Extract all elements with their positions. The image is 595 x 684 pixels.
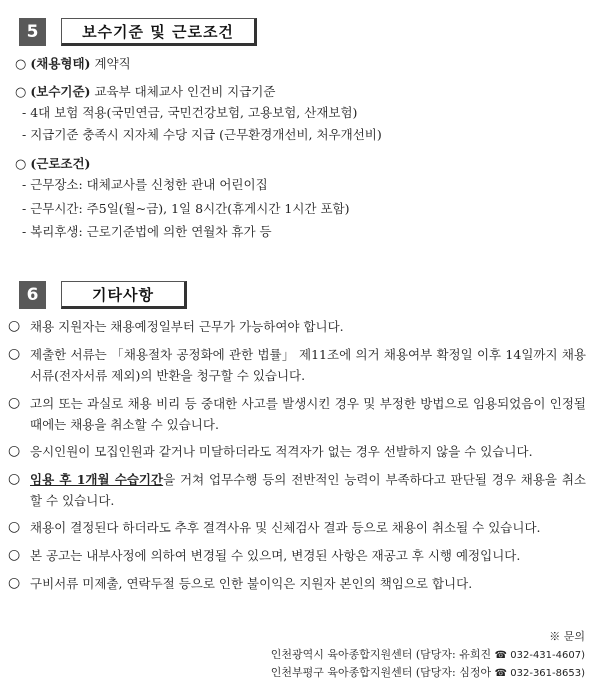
section5-number: 5 (19, 18, 46, 46)
notice-paragraph: ○ 구비서류 미제출, 연락두절 등으로 인한 불이익은 지원자 본인의 책임으로 합니다. (8, 573, 586, 594)
work-item: - 근무장소: 대체교사를 신청한 관내 어린이집 (22, 177, 268, 192)
notice-paragraph: ○ 채용이 결정된다 하더라도 추후 결격사유 및 신체검사 결과 등으로 채용이 취소될 수 있습니다. (8, 517, 586, 538)
phone-icon: ☎ 032-431-4607) (494, 650, 585, 661)
pay-item: - 4대 보험 적용(국민연금, 국민건강보험, 고용보험, 산재보험) (22, 105, 358, 120)
probation-highlight: 임용 후 1개월 수습기간 (30, 472, 164, 487)
work-item: - 복리후생: 근로기준법에 의한 연월차 휴가 등 (22, 224, 272, 239)
pay-value: 교육부 대체교사 인건비 지급기준 (94, 84, 276, 99)
employment-label: (채용형태) (30, 56, 91, 71)
circle-bullet-icon: ○ (8, 395, 21, 411)
circle-bullet-icon: ○ (15, 85, 27, 100)
notice-paragraph: ○ 고의 또는 과실로 채용 비리 등 중대한 사고를 발생시킨 경우 및 부정한 방법으로 임용되었음이 인정될 때에는 채용을 취소할 수 있습니다. (8, 395, 586, 432)
probation-paragraph (8, 469, 586, 511)
circle-bullet-icon: ○ (8, 471, 21, 487)
circle-bullet-icon: ○ (8, 547, 21, 563)
circle-bullet-icon: ○ (8, 318, 21, 334)
section5-title: 보수기준 및 근로조건 (61, 18, 257, 46)
section6-number: 6 (19, 281, 46, 309)
contact-line: 인천광역시 육아종합지원센터 (담당자: 유희진 ☎ 032-431-4607) (270, 648, 585, 661)
work-label: (근로조건) (30, 156, 91, 171)
employment-value: 계약직 (94, 56, 131, 71)
work-line (15, 155, 90, 174)
contact-line: 인천부평구 육아종합지원센터 (담당자: 심정아 ☎ 032-361-8653) (270, 666, 585, 679)
circle-bullet-icon: ○ (8, 443, 21, 459)
section5-header (19, 18, 257, 46)
circle-bullet-icon: ○ (15, 57, 27, 72)
notice-paragraph: ○ 제출한 서류는 「채용절차 공정화에 관한 법률」 제11조에 의거 채용여부 확정일 이후 14일까지 채용서류(전자서류 제외)의 반환을 청구할 수 있습니다. (8, 346, 586, 383)
section6-title: 기타사항 (61, 281, 187, 309)
circle-bullet-icon: ○ (15, 157, 27, 172)
notice-paragraph: ○ 채용 지원자는 채용예정일부터 근무가 가능하여야 합니다. (8, 316, 586, 337)
circle-bullet-icon: ○ (8, 346, 21, 362)
pay-line (15, 83, 275, 102)
phone-icon: ☎ 032-361-8653) (494, 668, 585, 679)
circle-bullet-icon: ○ (8, 519, 21, 535)
work-item: - 근무시간: 주5일(월~금), 1일 8시간(휴게시간 1시간 포함) (22, 201, 350, 216)
notice-paragraph: ○ 본 공고는 내부사정에 의하여 변경될 수 있으며, 변경된 사항은 재공고 후 시행 예정입니다. (8, 545, 586, 566)
contact-heading: ※ 문의 (549, 630, 585, 643)
section6-header (19, 281, 187, 309)
pay-item: - 지급기준 충족시 지자체 수당 지급 (근무환경개선비, 처우개선비) (22, 127, 382, 142)
employment-line (15, 55, 131, 74)
probation-rest: 을 거쳐 업무수행 등의 전반적인 능력이 부족하다고 판단될 경우 채용을 취소할 수 있습니다. (30, 472, 587, 508)
circle-bullet-icon: ○ (8, 575, 21, 591)
pay-label: (보수기준) (30, 84, 91, 99)
notice-paragraph: ○ 응시인원이 모집인원과 같거나 미달하더라도 적격자가 없는 경우 선발하지 않을 수 있습니다. (8, 441, 586, 462)
